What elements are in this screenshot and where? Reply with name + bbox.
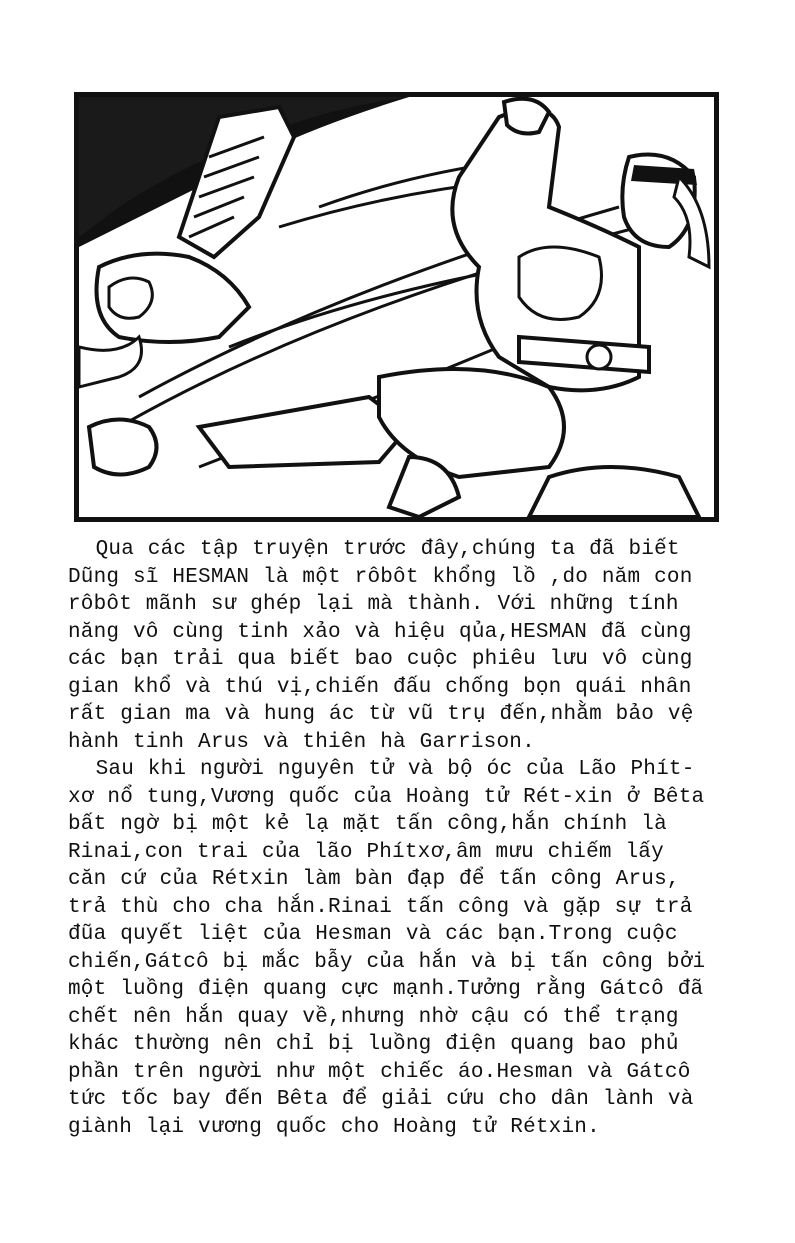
story-line: Qua các tập truyện trước đây,chúng ta đã biết <box>68 538 680 561</box>
story-line: gian khổ và thú vị,chiến đấu chống bọn quái nhân <box>68 675 692 699</box>
comic-fight-illustration <box>79 97 714 517</box>
story-line: căn cứ của Rétxin làm bàn đạp để tấn công Arus, <box>68 868 680 891</box>
story-line: chết nên hắn quay về,nhưng nhờ cậu có thể trạng <box>68 1005 679 1029</box>
comic-panel <box>74 92 719 522</box>
story-line: phần trên người như một chiếc áo.Hesman và Gátcô <box>68 1060 691 1084</box>
story-line: hành tinh Arus và thiên hà Garrison. <box>68 730 535 754</box>
story-line: các bạn trải qua biết bao cuộc phiêu lưu vô cùng <box>68 648 693 671</box>
story-line: rất gian ma và hung ác từ vũ trụ đến,nhằm bảo vệ <box>68 703 694 726</box>
story-line: bất ngờ bị một kẻ lạ mặt tấn công,hắn chính là <box>68 813 667 836</box>
story-line: tức tốc bay đến Bêta để giải cứu cho dân lành và <box>68 1088 694 1111</box>
story-text <box>68 536 728 1141</box>
story-line: Dũng sĩ HESMAN là một rôbôt khổng lồ ,do năm con <box>68 565 693 589</box>
story-line: rôbôt mãnh sư ghép lại mà thành. Với những tính <box>68 593 679 616</box>
story-line: Rinai,con trai của lão Phítxơ,âm mưu chiếm lấy <box>68 840 664 864</box>
story-line: xơ nổ tung,Vương quốc của Hoàng tử Rét-xin ở Bêta <box>68 785 705 809</box>
story-line: khác thường nên chỉ bị luồng điện quang bao phủ <box>68 1033 679 1056</box>
story-line: giành lại vương quốc cho Hoàng tử Rétxin. <box>68 1115 600 1139</box>
story-line: chiến,Gátcô bị mắc bẫy của hắn và bị tấn công bởi <box>68 950 706 974</box>
story-line: trả thù cho cha hắn.Rinai tấn công và gặp sự trả <box>68 895 693 919</box>
story-line: một luồng điện quang cực mạnh.Tưởng rằng Gátcô đã <box>68 978 704 1001</box>
story-line: đũa quyết liệt của Hesman và các bạn.Trong cuộc <box>68 923 678 946</box>
story-line: năng vô cùng tinh xảo và hiệu qủa,HESMAN đã cùng <box>68 620 692 644</box>
story-line: Sau khi người nguyên tử và bộ óc của Lão Phít- <box>68 758 695 781</box>
